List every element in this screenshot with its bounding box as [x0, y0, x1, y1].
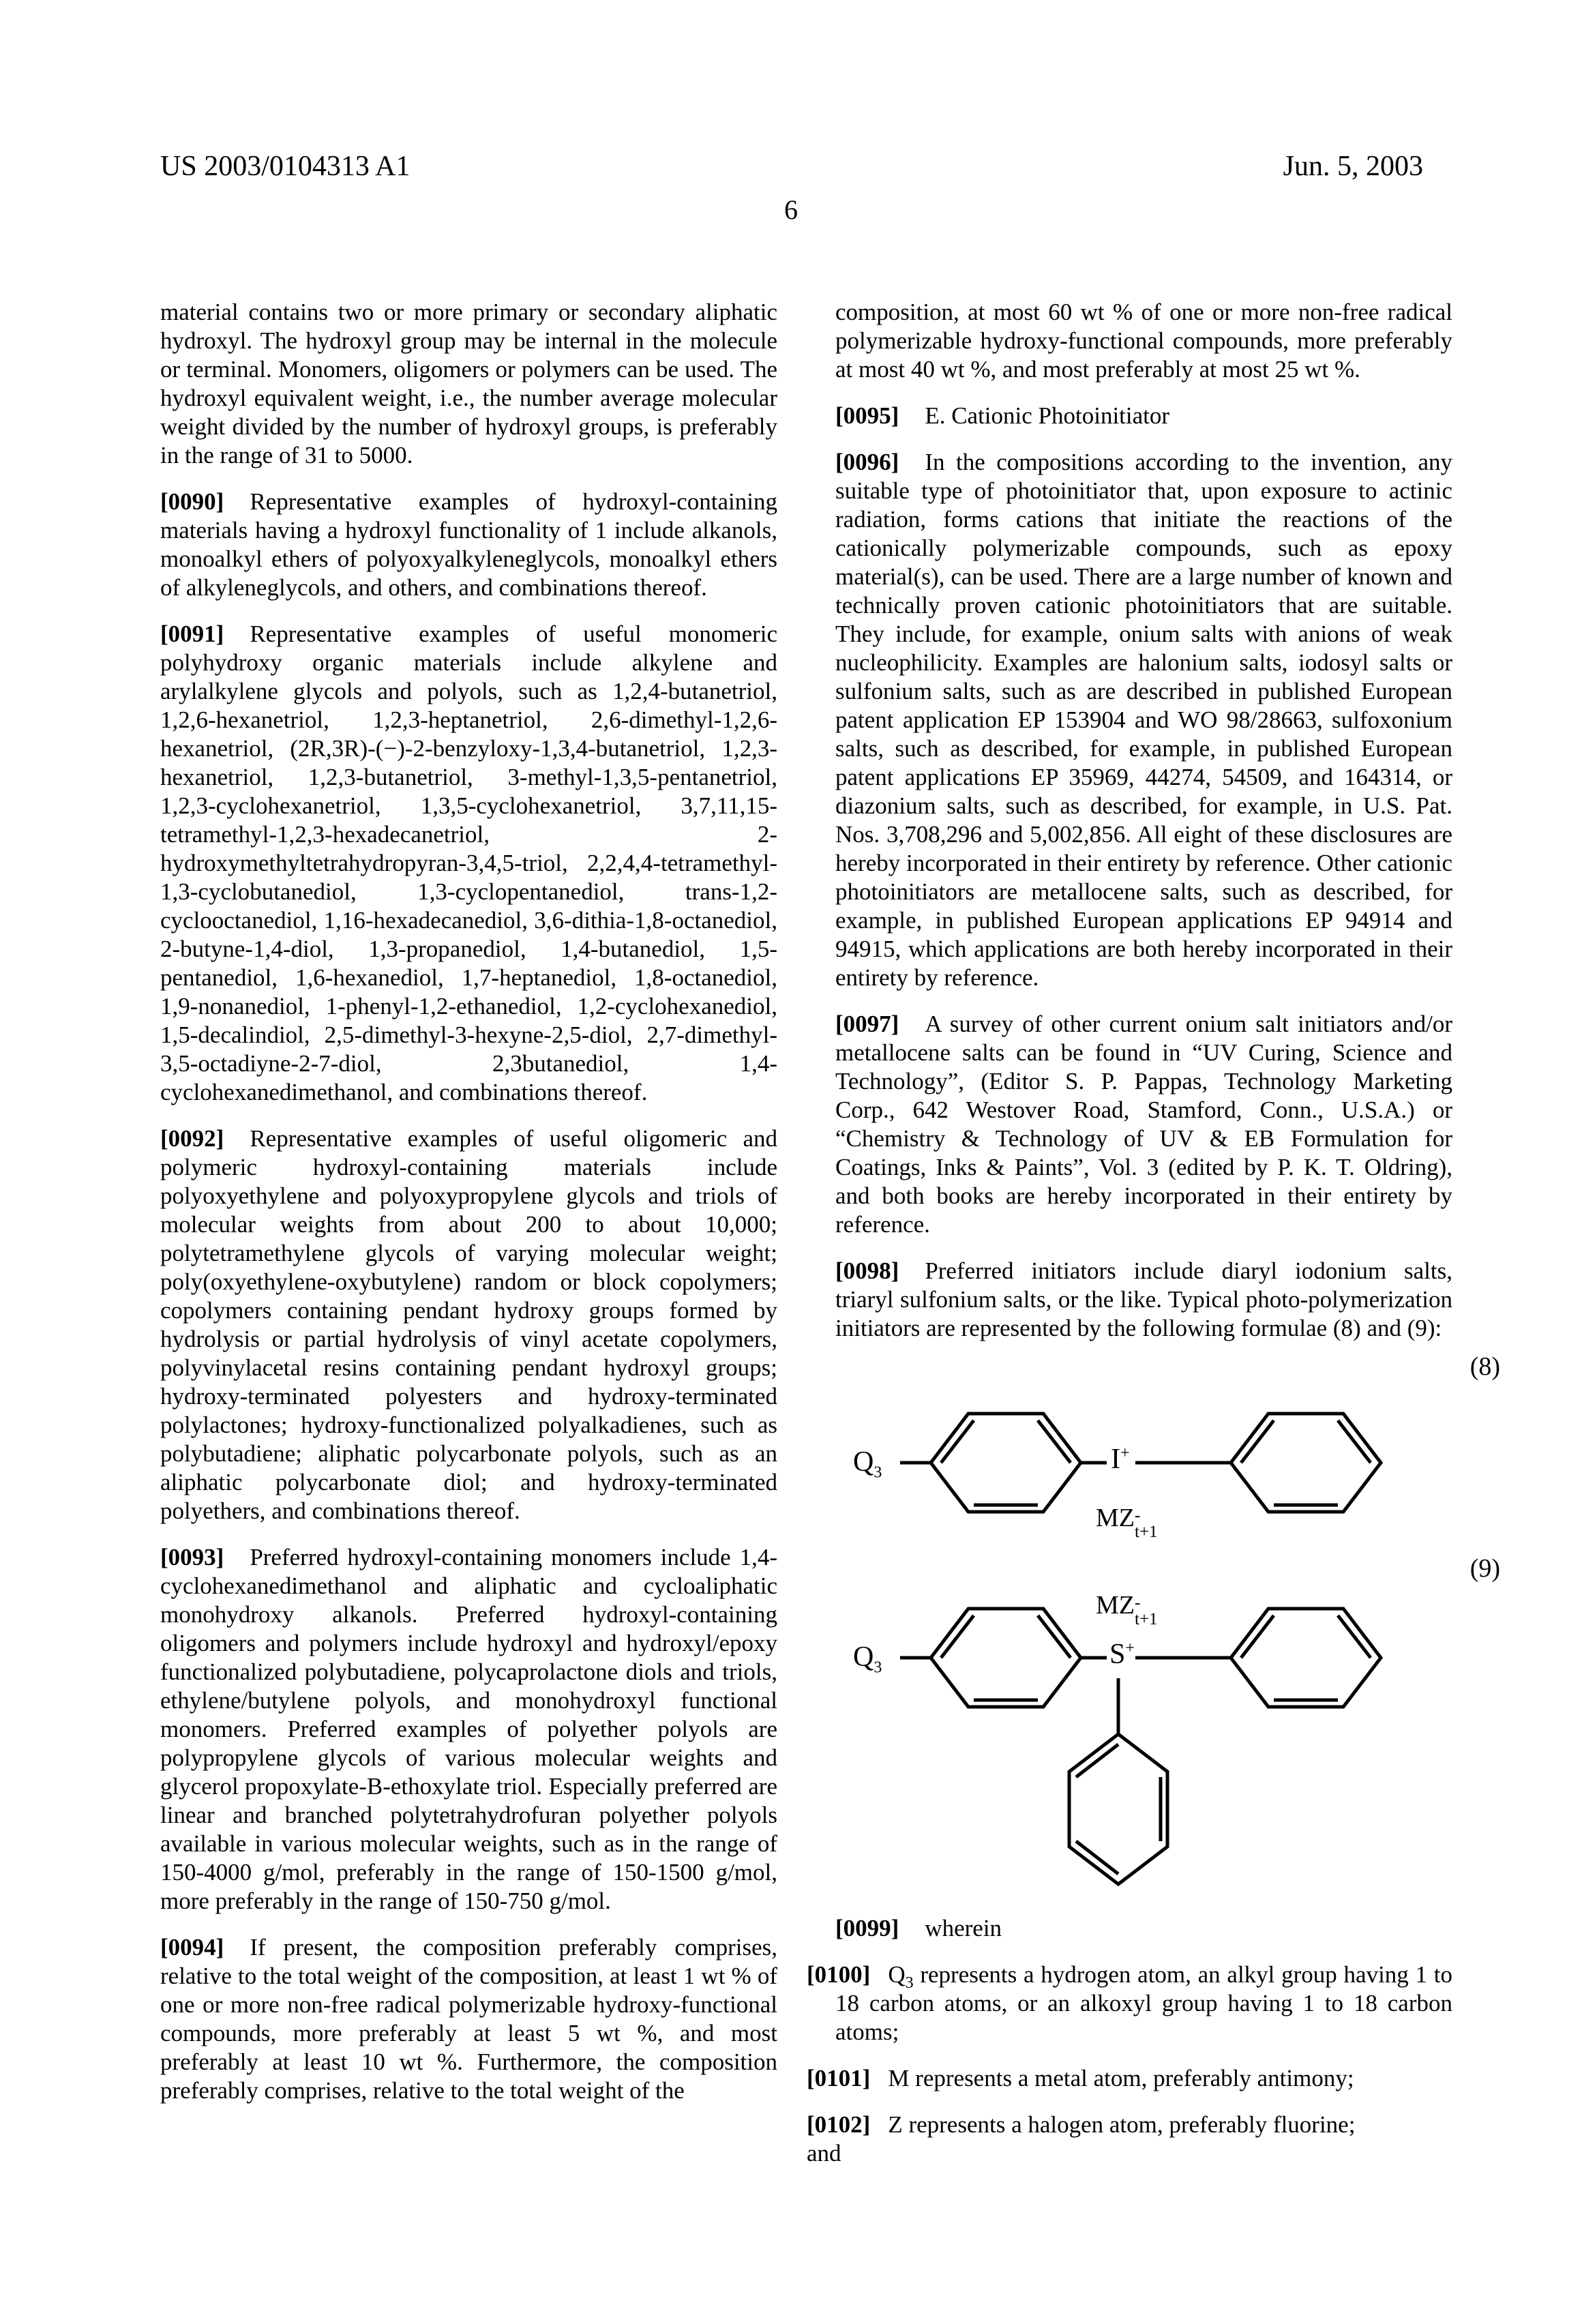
paragraph-number: [0095] — [835, 402, 899, 429]
publication-number: US 2003/0104313 A1 — [160, 151, 411, 182]
paragraph-text: material contains two or more primary or secondary aliphatic hydroxyl. The hydroxyl group may be internal in the molecule or terminal. Monomers, oligomers or polymers can be used. The hydroxyl equivalent weight, i.e., the number average molecular weight divided by the number of hydroxyl groups, is preferably in the range of 31 to 5000. — [160, 299, 777, 468]
sulfonium-atom-label: S+ — [1109, 1639, 1135, 1670]
formula-8 — [835, 1352, 1500, 1545]
benzene-ring-right — [1231, 1609, 1381, 1707]
paragraph-number: [0096] — [835, 449, 899, 475]
paragraph-0096 — [835, 448, 1452, 992]
paragraph-text: A survey of other current onium salt initiators and/or metallocene salts can be found in “UV Curing, Science and Technology”, (Editor S. P. Pappas, Technology Marketing Corp., 642 Westover Road, Stamford, Conn., U.S.A.) or “Chemistry & Technology of UV & EB Formulation for Coatings, Inks & Paints”, Vol. 3 (edited by P. K. T. Oldring), and both books are hereby incorporated in their entirety by reference. — [835, 1011, 1452, 1238]
paragraph-text: Representative examples of useful monomeric polyhydroxy organic materials include alkylene and arylalkylene glycols and polyols, such as 1,2,4-butanetriol, 1,2,6-hexanetriol, 1,2,3-heptanetriol, 2,6-dimethyl-1,2,6-hexanetriol, (2R,3R)-(−)-2-benzyloxy-1,3,4-butanetriol, 1,2,3-hexanetriol, 1,2,3-butanetriol, 3-methyl-1,3,5-pentanetriol, 1,2,3-cyclohexanetriol, 1,3,5-cyclohexanetriol, 3,7,11,15-tetramethyl-1,2,3-hexadecanetriol, 2-hydroxymethyltetrahydropyran-3,4,5-triol, 2,2,4,4-tetramethyl-1,3-cyclobutanediol, 1,3-cyclopentanediol, trans-1,2-cyclooctanediol, 1,16-hexadecanediol, 3,6-dithia-1,8-octanediol, 2-butyne-1,4-diol, 1,3-propanediol, 1,4-butanediol, 1,5-pentanediol, 1,6-hexanediol, 1,7-heptanediol, 1,8-octanediol, 1,9-nonanediol, 1-phenyl-1,2-ethanediol, 1,2-cyclohexanediol, 1,5-decalindiol, 2,5-dimethyl-3-hexyne-2,5-diol, 2,7-dimethyl-3,5-octadiyne-2-7-diol, 2,3butanediol, 1,4-cyclohexanedimethanol, and combinations thereof. — [160, 621, 777, 1105]
paragraph-text: Z represents a halogen atom, preferably fluorine; — [888, 2111, 1356, 2138]
paragraph-number: [0102] — [807, 2111, 871, 2138]
formula-9-number: (9) — [1469, 1554, 1500, 1583]
counterion-label: MZ - t+1 — [1096, 1504, 1158, 1541]
paragraph-number: [0101] — [807, 2065, 871, 2091]
page-number: 6 — [784, 194, 798, 225]
right-column — [807, 298, 1500, 2168]
paragraph-text: Preferred initiators include diaryl iodonium salts, triaryl sulfonium salts, or the like. Typical photo-polymerization initiators are represented by the following formulae (8) and (9): — [835, 1257, 1452, 1341]
benzene-ring-left — [931, 1414, 1081, 1512]
paragraph-0101 — [807, 2064, 1452, 2093]
paragraph-number: [0090] — [160, 488, 224, 515]
paragraph-text: Representative examples of useful oligomeric and polymeric hydroxyl-containing materials include polyoxyethylene and polyoxypropylene glycols and triols of molecular weights from about 200 to about 10,000; polytetramethylene glycols of varying molecular weight; poly(oxyethylene-oxybutylene) random or block copolymers; copolymers containing pendant hydroxy groups formed by hydrolysis or partial hydrolysis of vinyl acetate copolymers, polyvinylacetal resins containing pendant hydroxyl groups; hydroxy-terminated polyesters and hydroxy-terminated polylactones; hydroxy-functionalized polyalkadienes, such as polybutadiene; aliphatic polycarbonate polyols, such as an aliphatic polycarbonate diol; and hydroxy-terminated polyethers, and combinations thereof. — [160, 1125, 777, 1524]
formula-9-structure — [835, 1590, 1452, 1896]
paragraph-0090 — [160, 488, 777, 602]
section-heading: E. Cationic Photoinitiator — [925, 402, 1170, 429]
publication-date: Jun. 5, 2003 — [1283, 151, 1423, 182]
paragraph-0099 — [835, 1914, 1452, 1943]
paragraph-continuation — [160, 298, 777, 470]
paragraph-0094 — [160, 1933, 777, 2105]
paragraph-number: [0098] — [835, 1257, 899, 1284]
formula-9 — [835, 1554, 1500, 1896]
chemical-structure-drawing — [835, 1590, 1452, 1896]
paragraph-0095 — [835, 402, 1452, 430]
variable-symbol: Q — [888, 1961, 906, 1988]
formula-8-structure — [835, 1388, 1452, 1545]
paragraph-number: [0091] — [160, 621, 224, 647]
paragraph-text: Preferred hydroxyl-containing monomers include 1,4-cyclohexanedimethanol and aliphatic and cycloaliphatic monohydroxy alkanols. Preferred hydroxyl-containing oligomers and polymers include hydroxyl and hydroxyl/epoxy functionalized polybutadiene, polycaprolactone diols and triols, ethylene/butylene polyols, and monohydroxyl functional monomers. Preferred examples of polyether polyols are polypropylene glycols of various molecular weights and glycerol propoxylate-B-ethoxylate triol. Especially preferred are linear and branched polytetrahydrofuran polyether polyols available in various molecular weights, such as in the range of 150-4000 g/mol, preferably in the range of 150-1500 g/mol, more preferably in the range of 150-750 g/mol. — [160, 1544, 777, 1914]
paragraph-0100: [0100] $Q_3$ represents a hydrogen atom, an alkyl group having 1 to 18 carbon atoms, or an alkoxyl group having 1 to 18 carbon atoms; — [807, 1961, 1452, 2045]
iodonium-atom-label: I+ — [1111, 1444, 1130, 1475]
left-column — [160, 298, 777, 2105]
paragraph-0091 — [160, 620, 777, 1107]
counterion-label: MZ - t+1 — [1096, 1591, 1158, 1628]
paragraph-0092 — [160, 1124, 777, 1525]
formula-8-number: (8) — [1469, 1352, 1500, 1381]
paragraph-number: [0097] — [835, 1011, 899, 1037]
paragraph-number: [0100] — [807, 1961, 871, 1988]
paragraph-number: [0094] — [160, 1934, 224, 1961]
paragraph-text: Representative examples of hydroxyl-containing materials having a hydroxyl functionality of 1 include alkanols, monoalkyl ethers of polyoxyalkyleneglycols, monoalkyl ethers of alkyleneglycols, and others, and combinations thereof. — [160, 488, 777, 601]
paragraph-text: If present, the composition preferably comprises, relative to the total weight of the composition, at least 1 wt % of one or more non-free radical polymerizable hydroxy-functional compounds, more preferably at least 5 wt %, and most preferably at least 10 wt %. Furthermore, the composition preferably comprises, relative to the total weight of the — [160, 1934, 777, 2104]
paragraph-text: In the compositions according to the invention, any suitable type of photoinitiator that, upon exposure to actinic radiation, forms cations that initiate the reactions of the cationically polymerizable compounds, such as epoxy material(s), can be used. There are a large number of known and technically proven cationic photoinitiators that are suitable. They include, for example, onium salts with anions of weak nucleophilicity. Examples are halonium salts, iodosyl salts or sulfonium salts, such as are described in published European patent application EP 153904 and WO 98/28663, sulfoxonium salts, such as described, for example, in published European patent applications EP 35969, 44274, 54509, and 164314, or diazonium salts, such as described, for example, in U.S. Pat. Nos. 3,708,296 and 5,002,856. All eight of these disclosures are hereby incorporated in their entirety by reference. Other cationic photoinitiators are metallocene salts, such as described, for example, in published European applications EP 94914 and 94915, which applications are both hereby incorporated in their entirety by reference. — [835, 449, 1452, 991]
benzene-ring-bottom — [1069, 1734, 1167, 1884]
substituent-label: $Q_3$ — [853, 1641, 882, 1677]
paragraph-number: [0099] — [835, 1915, 899, 1941]
benzene-ring-left — [931, 1609, 1081, 1707]
paragraph-text: M represents a metal atom, preferably antimony; — [888, 2065, 1354, 2091]
paragraph-text: composition, at most 60 wt % of one or more non-free radical polymerizable hydroxy-functional compounds, more preferably at most 40 wt %, and most preferably at most 25 wt %. — [835, 299, 1452, 383]
paragraph-0098 — [835, 1257, 1452, 1343]
paragraph-text: wherein — [925, 1915, 1002, 1941]
paragraph-continuation — [835, 298, 1452, 384]
paragraph-number: [0092] — [160, 1125, 224, 1152]
benzene-ring-right — [1231, 1414, 1381, 1512]
paragraph-0097 — [835, 1010, 1452, 1239]
paragraph-0093 — [160, 1543, 777, 1916]
paragraph-text: represents a hydrogen atom, an alkyl group having 1 to 18 carbon atoms, or an alkoxyl group having 1 to 18 carbon atoms; — [835, 1961, 1452, 2045]
paragraph-number: [0093] — [160, 1544, 224, 1570]
paragraph-text-continuation: and — [807, 2140, 841, 2166]
single-bonds — [900, 1658, 1231, 1734]
substituent-label: $Q_3$ — [853, 1446, 882, 1482]
paragraph-0102 — [807, 2111, 1452, 2168]
